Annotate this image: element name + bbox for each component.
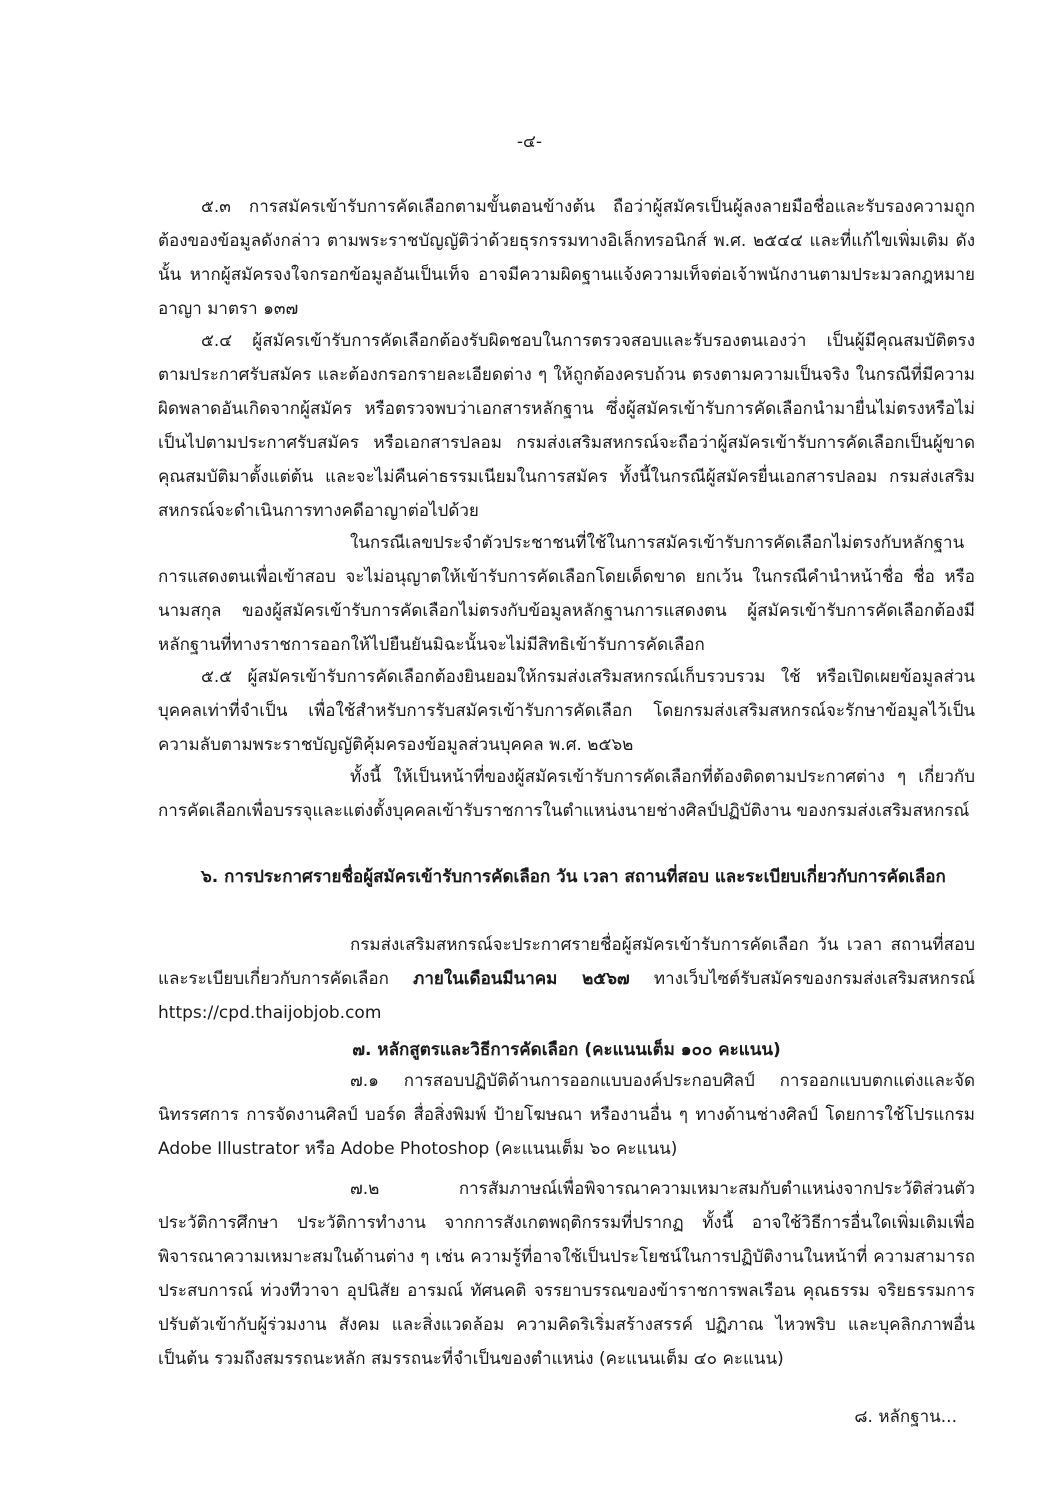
paragraph-5-5-notice: ทั้งนี้ ให้เป็นหน้าที่ของผู้สมัครเข้ารับการคัดเลือกที่ต้องติดตามประกาศต่าง ๆ เกี่ยวกับการคัดเลือกเพื่อบรรจุและแต่งตั้งบุคคลเข้ารับราชการในตำแหน่งนายช่างศิลป์ปฏิบัติงาน ของกรมส่งเสริมสหกรณ์	[158, 767, 975, 821]
heading-section-7: ๗. หลักสูตรและวิธีการคัดเลือก (คะแนนเต็ม ๑๐๐ คะแนน)	[352, 1040, 781, 1060]
page-number: -๔-	[516, 132, 543, 152]
section-6-text-start: กรมส่งเสริมสหกรณ์จะประกาศรายชื่อผู้สมัครเข้ารับการคัดเลือก วัน เวลา สถานที่สอบและระเบียบเกี่ยวกับการคัดเลือก	[158, 935, 975, 989]
section-6-text-end: ทางเว็บไซต์รับสมัครของกรมส่งเสริมสหกรณ์ https://cpd.thaijobjob.com	[158, 969, 975, 1023]
paragraph-7-1: ๗.๑ การสอบปฏิบัติด้านการออกแบบองค์ประกอบศิลป์ การออกแบบตกแต่งและจัดนิทรรศการ การจัดงานศิลป์ บอร์ด สื่อสิ่งพิมพ์ ป้ายโฆษณา หรืองานอื่น ๆ ทางด้านช่างศิลป์ โดยการใช้โปรแกรม Adobe Illustrator หรือ Adobe Photoshop (คะแนนเต็ม ๖๐ คะแนน)	[158, 1071, 975, 1159]
heading-section-6: ๖. การประกาศรายชื่อผู้สมัครเข้ารับการคัดเลือก วัน เวลา สถานที่สอบ และระเบียบเกี่ยวกับการคัดเลือก	[201, 867, 946, 887]
paragraph-7-2: ๗.๒ การสัมภาษณ์เพื่อพิจารณาความเหมาะสมกับตำแหน่งจากประวัติส่วนตัว ประวัติการศึกษา ประวัติการทำงาน จากการสังเกตพฤติกรรมที่ปรากฏ ทั้งนี้ อาจใช้วิธีการอื่นใดเพิ่มเติมเพื่อพิจารณาความเหมาะสมในด้านต่าง ๆ เช่น ความรู้ที่อาจใช้เป็นประโยชน์ในการปฏิบัติงานในหน้าที่ ความสามารถประสบการณ์ ท่วงทีวาจา อุปนิสัย อารมณ์ ทัศนคติ จรรยาบรรณของข้าราชการพลเรือน คุณธรรม จริยธรรมการปรับตัวเข้ากับผู้ร่วมงาน สังคม และสิ่งแวดล้อม ความคิดริเริ่มสร้างสรรค์ ปฏิภาณ ไหวพริบ และบุคลิกภาพอื่น เป็นต้น รวมถึงสมรรถนะหลัก สมรรถนะที่จำเป็นของตำแหน่ง (คะแนนเต็ม ๔๐ คะแนน)	[158, 1179, 975, 1369]
paragraph-5-4-id-note: ในกรณีเลขประจำตัวประชาชนที่ใช้ในการสมัครเข้ารับการคัดเลือกไม่ตรงกับหลักฐานการแสดงตนเพื่อเข้าสอบ จะไม่อนุญาตให้เข้ารับการคัดเลือกโดยเด็ดขาด ยกเว้น ในกรณีคำนำหน้าชื่อ ชื่อ หรือนามสกุล ของผู้สมัครเข้ารับการคัดเลือกไม่ตรงกับข้อมูลหลักฐานการแสดงตน ผู้สมัครเข้ารับการคัดเลือกต้องมีหลักฐานที่ทางราชการออกให้ไปยืนยันมิฉะนั้นจะไม่มีสิทธิเข้ารับการคัดเลือก	[158, 533, 975, 655]
paragraph-5-3: ๕.๓ การสมัครเข้ารับการคัดเลือกตามขั้นตอนข้างต้น ถือว่าผู้สมัครเป็นผู้ลงลายมือชื่อและรับรองความถูกต้องของข้อมูลดังกล่าว ตามพระราชบัญญัติว่าด้วยธุรกรรมทางอิเล็กทรอนิกส์ พ.ศ. ๒๕๔๔ และที่แก้ไขเพิ่มเติม ดังนั้น หากผู้สมัครจงใจกรอกข้อมูลอันเป็นเท็จ อาจมีความผิดฐานแจ้งความเท็จต่อเจ้าพนักงานตามประมวลกฎหมายอาญา มาตรา ๑๓๗	[158, 197, 975, 319]
paragraph-5-4: ๕.๔ ผู้สมัครเข้ารับการคัดเลือกต้องรับผิดชอบในการตรวจสอบและรับรองตนเองว่า เป็นผู้มีคุณสมบัติตรงตามประกาศรับสมัคร และต้องกรอกรายละเอียดต่าง ๆ ให้ถูกต้องครบถ้วน ตรงตามความเป็นจริง ในกรณีที่มีความผิดพลาดอันเกิดจากผู้สมัคร หรือตรวจพบว่าเอกสารหลักฐาน ซึ่งผู้สมัครเข้ารับการคัดเลือกนำมายื่นไม่ตรงหรือไม่เป็นไปตามประกาศรับสมัคร หรือเอกสารปลอม กรมส่งเสริมสหกรณ์จะถือว่าผู้สมัครเข้ารับการคัดเลือกเป็นผู้ขาดคุณสมบัติมาตั้งแต่ต้น และจะไม่คืนค่าธรรมเนียมในการสมัคร ทั้งนี้ในกรณีผู้สมัครยื่นเอกสารปลอม กรมส่งเสริมสหกรณ์จะดำเนินการทางคดีอาญาต่อไปด้วย	[158, 331, 975, 521]
continued-footer: ๘. หลักฐาน...	[854, 1407, 957, 1427]
paragraph-section-6	[158, 928, 975, 1030]
paragraph-5-5: ๕.๕ ผู้สมัครเข้ารับการคัดเลือกต้องยินยอมให้กรมส่งเสริมสหกรณ์เก็บรวบรวม ใช้ หรือเปิดเผยข้อมูลส่วนบุคคลเท่าที่จำเป็น เพื่อใช้สำหรับการรับสมัครเข้ารับการคัดเลือก โดยกรมส่งเสริมสหกรณ์จะรักษาข้อมูลไว้เป็นความลับตามพระราชบัญญัติคุ้มครองข้อมูลส่วนบุคคล พ.ศ. ๒๕๖๒	[158, 667, 975, 755]
section-6-deadline: ภายในเดือนมีนาคม ๒๕๖๗	[413, 969, 630, 989]
